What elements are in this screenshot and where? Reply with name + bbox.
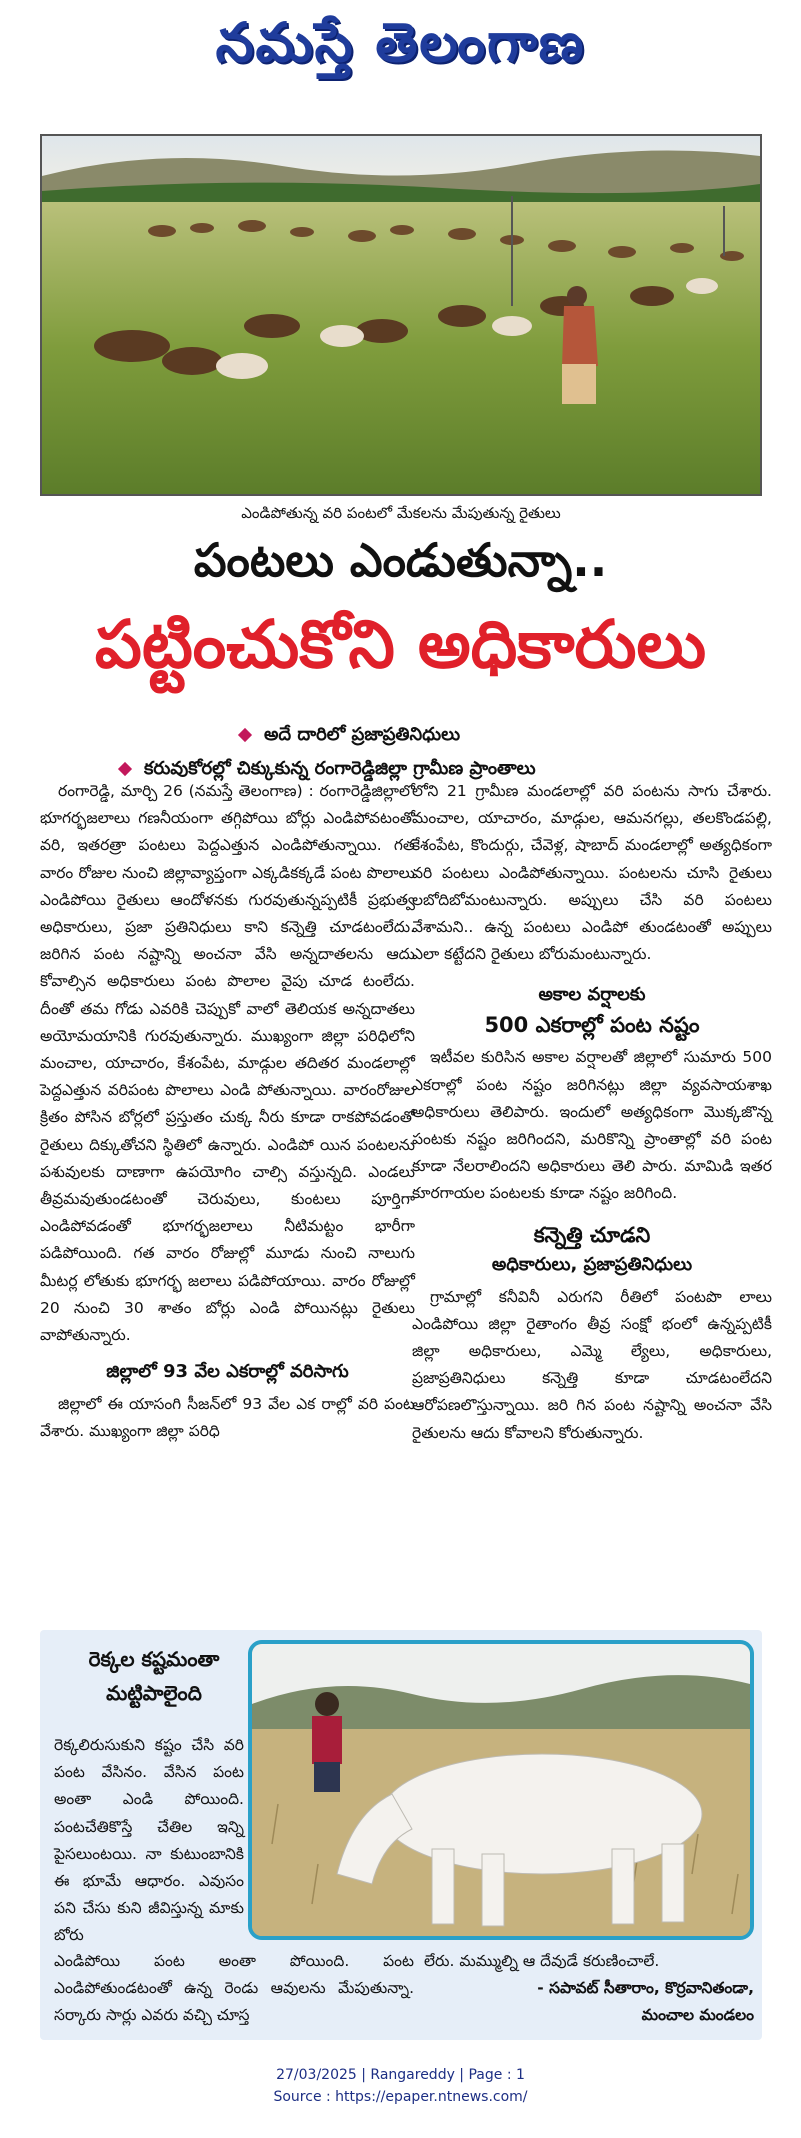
article-column-2 [412,778,772,1447]
quote-text: లేరు. మమ్ముల్ని ఆ దేవుడే కరుణించాలే. [424,1952,660,1970]
farmer-quote-box [40,1630,762,2040]
article-paragraph: రంగారెడ్డి, మార్చి 26 (నమస్తే తెలంగాణ) : రంగారెడ్డిజిల్లాలో భూగర్భజలాలు గణనీయంగా తగ్గిపోయి బోర్లు ఎండిపోవటంతో వరి, ఇతరత్రా పంటలు పెద్దఎత్తున ఎండిపోతున్నాయి. గత వారం రోజుల నుంచి జిల్లావ్యాప్తంగా ఎక్కడికక్కడే పంట పొలాలు ఎండిపోయి రైతులు ఆందోళనకు గురవుతున్నప్పటికీ ప్రభుత్వ అధికారులు, ప్రజా ప్రతినిధులు కాని కన్నెత్తి చూడటంలేదు. జరిగిన పంట నష్టాన్ని అంచనా వేసి అన్నదాతలను ఆదు కోవాల్సిన అధికారులు పంట పొలాల వైపు చూడ టంలేదు. దీంతో తమ గోడు ఎవరికి చెప్పుకో వాలో తెలియక అన్నదాతలు అయోమయానికి గురవుతున్నారు. ముఖ్యంగా జిల్లా పరిధిలోని మంచాల, యాచారం, కేశంపేట, మాడ్గుల తదితర మండలాల్లో పెద్దఎత్తున వరిపంట పొలాలు ఎండి పోతున్నాయి. వారంరోజుల క్రితం పోసిన బోర్లలో ప్రస్తుతం చుక్క నీరు కూడా రాకపోవడంతో రైతులు దిక్కుతోచని స్థితిలో ఉన్నారు. ఎండిపో యిన పంటలను పశువులకు దాణాగా ఉపయోగిం చాల్సి వస్తున్నది. ఎండలు తీవ్రమవుతుండటంతో చెరువులు, కుంటలు పూర్తిగా ఎండిపోవడంతో భూగర్భజలాలు నీటిమట్టం భారీగా పడిపోయింది. గత వారం రోజుల్లో మూడు నుంచి నాలుగు మీటర్ల లోతుకు భూగర్భ జలాలు పడిపోయాయి. వారం రోజుల్లో 20 నుంచి 30 శాతం బోర్లు ఎండి పోయినట్లు రైతులు వాపోతున్నారు. [40,782,415,1345]
goats-grazing-photo [40,134,762,496]
diamond-bullet-icon [118,762,132,776]
quote-signature: - సపావట్ సీతారాం, కొర్రవానితండా, [537,1979,754,1998]
quote-text: రెక్కలిరుసుకుని కష్టం చేసి వరి పంట వేసినం. వేసిన పంట అంతా ఎండి పోయింది. పంటచేతికొస్తే చేతిల ఇన్ని పైసలుంటయి. నా కుటుంబానికి ఈ భూమే ఆధారం. ఎవుసం పని చేసు కుని జీవిస్తున్న మాకు బోరు [54,1736,244,1945]
quote-box-title: రెక్కల కష్టమంతా మట్టిపాలైంది [88,1647,220,1705]
section-subheading: కన్నెత్తి చూడని [533,1222,651,1247]
bullet-text: కరువుకోరల్లో చిక్కుకున్న రంగారెడ్డిజిల్లా గ్రామీణ ప్రాంతాలు [144,758,536,779]
quote-signature-place: మంచాల మండలం [641,2006,754,2025]
section-subheading: అధికారులు, ప్రజాప్రతినిధులు [491,1253,693,1275]
photo-caption: ఎండిపోతున్న వరి పంటలో మేకలను మేపుతున్న రైతులు [241,504,561,522]
bullet-text: అదే దారిలో ప్రజాప్రతినిధులు [264,724,461,745]
section-subheading: జిల్లాలో 93 వేల ఎకరాల్లో వరిసాగు [106,1361,349,1383]
section-subheading: 500 ఎకరాల్లో పంట నష్టం [484,1013,700,1038]
article-paragraph: లోని 21 గ్రామీణ మండలాల్లో వరి పంటను సాగు చేశారు. మంచాల, యాచారం, మాడ్గుల, ఆమనగల్లు, తలకొండపల్లి, కేశంపేట, కొందుర్గు, చేవెళ్ల, షాబాద్ మండలాల్లో అత్యధికంగా వరి పంటలు ఎండిపోతున్నాయి. పంటలను చూసి రైతులు లబోదిబోమంటున్నారు. అప్పులు చేసి వరి పంటలు వేశామని.. ఉన్న పంటలు ఎండిపో తుండటంతో అప్పులు ఎలా కట్టేదని రైతులు బోరుమంటున్నారు. [412,782,772,964]
farmer-with-cow-illustration [252,1644,750,1936]
article-paragraph: జిల్లాలో ఈ యాసంగి సీజన్‌లో 93 వేల ఎక రాల్లో వరి పంట వేశారు. ముఖ్యంగా జిల్లా పరిధి [40,1395,415,1441]
goats-grazing-illustration [42,136,760,494]
article-paragraph: ఇటీవల కురిసిన అకాల వర్షాలతో జిల్లాలో సుమారు 500 ఎకరాల్లో పంట నష్టం జరిగినట్లు జిల్లా వ్యవసాయశాఖ అధికారులు తెలిపారు. ఇందులో అత్యధికంగా మొక్కజొన్న పంటకు నష్టం జరిగిందని, మరికొన్ని ప్రాంతాల్లో వరి పంట కూడా నేలరాలిందని అధికారులు తెలి పారు. మామిడి ఇతర కూరగాయల పంటలకు కూడా నష్టం జరిగింది. [412,1048,772,1203]
masthead: నమస్తే తెలంగాణ [215,10,586,74]
bullet-item [120,720,780,750]
article-paragraph: గ్రామాల్లో కనీవినీ ఎరుగని రీతిలో పంటపొ లాలు ఎండిపోయి జిల్లా రైతాంగం తీవ్ర సంక్షో భంలో ఉన్నప్పటికీ జిల్లా అధికారులు, ఎమ్మె ల్యేలు, అధికారులు, ప్రజాప్రతినిధులు కన్నెత్తి కూడా చూడటంలేదని ఆరోపణలొస్తున్నాయి. జరి గిన పంట నష్టాన్ని అంచనా వేసి రైతులను ఆదు కోవాలని కోరుతున్నారు. [412,1287,772,1442]
footer-source-link[interactable]: Source : https://epaper.ntnews.com/ [273,2089,528,2105]
farmer-figure [312,1692,342,1792]
diamond-bullet-icon [238,728,252,742]
farmer-cow-photo [248,1640,754,1940]
quote-text: ఎండిపోయి పంట అంతా పోయింది. పంట ఎండిపోతుండటంతో ఉన్న రెండు ఆవులను మేపుతున్నా. సర్కారు సార్లు ఎవరు వచ్చి చూస్త [54,1952,414,2025]
article-column-1 [40,778,415,1446]
quote-ending [424,1948,754,2030]
footer-date-page: 27/03/2025 | Rangareddy | Page : 1 [276,2067,525,2083]
section-subheading: అకాల వర్షాలకు [538,984,646,1006]
page-footer [0,2064,801,2108]
headline-main: పట్టించుకోని అధికారులు [94,606,707,683]
headline-kicker: పంటలు ఎండుతున్నా.. [193,533,608,587]
